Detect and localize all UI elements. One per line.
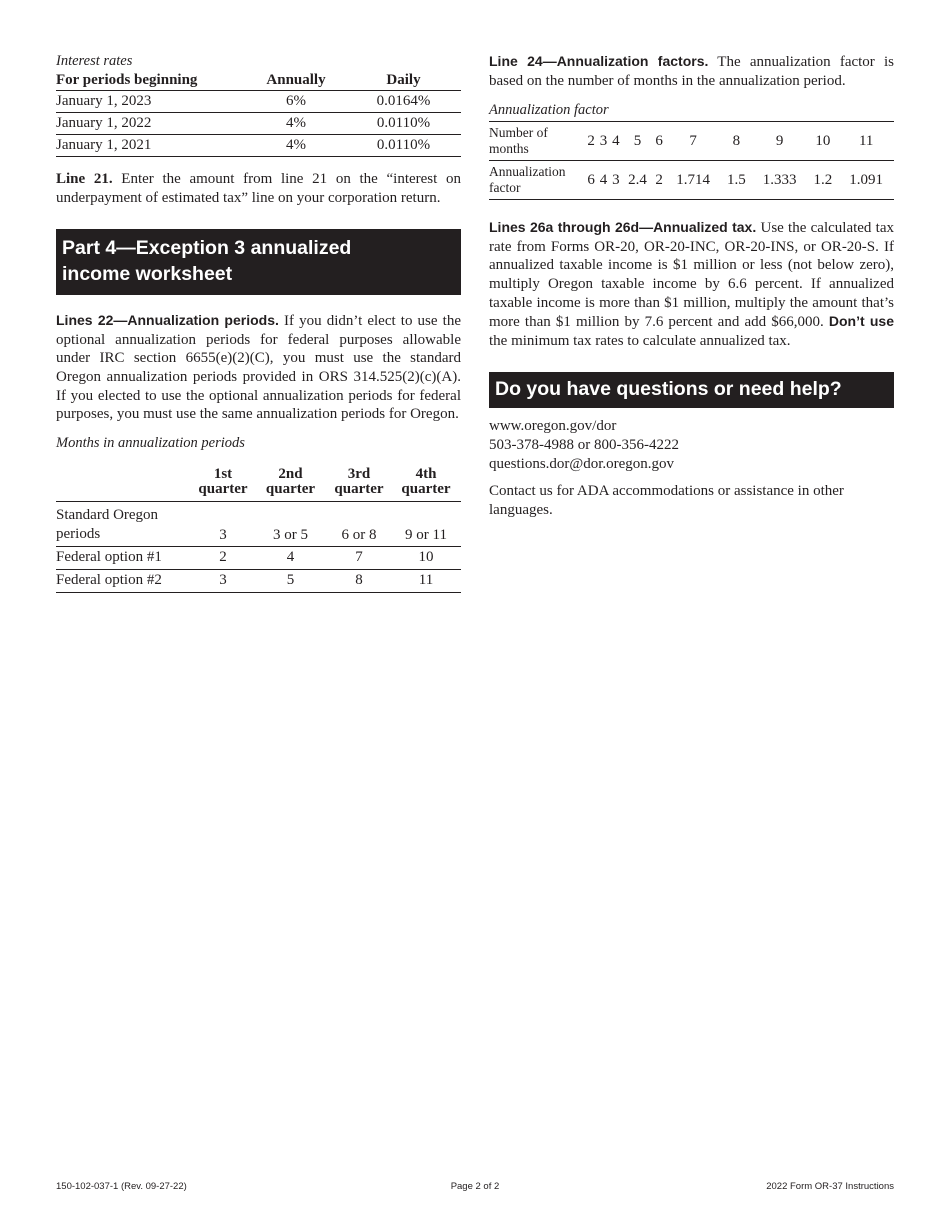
factor-cell: 6 (585, 161, 597, 200)
q4-bottom: quarter (401, 481, 451, 498)
row-label-line2: periods (56, 525, 101, 542)
row-label-factor (489, 161, 585, 200)
cell-period: January 1, 2023 (56, 91, 246, 113)
factor-cell: 1.2 (807, 161, 838, 200)
q4-top: 4th (415, 465, 437, 482)
ada-paragraph: Contact us for ADA accommodations or assistance in other languages. (489, 483, 844, 518)
cell-annually: 4% (246, 113, 346, 135)
right-column (489, 52, 894, 519)
contact-block (489, 417, 894, 473)
q1-bottom: quarter (198, 481, 248, 498)
line26-label: Lines 26a through 26d—Annualized tax. (489, 219, 757, 236)
row-label-line1: Standard Oregon (56, 506, 159, 523)
months-cell: 6 (653, 122, 665, 161)
col-header-q3 (327, 464, 391, 502)
row-label: Federal option #1 (56, 546, 192, 569)
col-header-q2 (254, 464, 327, 502)
row-label (56, 501, 192, 546)
months-row (489, 122, 894, 161)
q2-top: 2nd (278, 465, 303, 482)
table-header-row (56, 70, 461, 91)
line21-text: Enter the amount from line 21 on the “interest on underpayment of estimated tax” line on your corporation return. (56, 171, 461, 206)
q2-bottom: quarter (265, 481, 316, 498)
factor-cell: 2.4 (622, 161, 653, 200)
line24-text: The annualization factor is based on the number of months in the annualization period. (489, 54, 894, 89)
cell-q2: 4 (254, 546, 327, 569)
months-cell: 5 (622, 122, 653, 161)
row-label-line2: months (489, 141, 529, 157)
cell-q1: 3 (192, 569, 254, 592)
col-header-annually: Annually (246, 70, 346, 91)
cell-q3: 8 (327, 569, 391, 592)
col-header-q4 (391, 464, 461, 502)
table-header-row (56, 464, 461, 502)
cell-daily: 0.0110% (346, 113, 461, 135)
months-cell: 10 (807, 122, 838, 161)
table-row (56, 569, 461, 592)
factor-cell: 1.5 (721, 161, 752, 200)
table-row (56, 546, 461, 569)
factor-cell: 2 (653, 161, 665, 200)
factor-caption: Annualization factor (489, 102, 609, 119)
left-column (56, 52, 461, 593)
factor-cell: 3 (610, 161, 622, 200)
row-label-months (489, 122, 585, 161)
q3-bottom: quarter (334, 481, 384, 498)
annualization-factor-table (489, 121, 894, 200)
factor-cell: 1.714 (665, 161, 721, 200)
cell-q2: 5 (254, 569, 327, 592)
cell-period: January 1, 2022 (56, 113, 246, 135)
months-cell: 2 (585, 122, 597, 161)
footer-form-title: 2022 Form OR-37 Instructions (766, 1181, 894, 1192)
months-cell: 3 (597, 122, 609, 161)
footer-page-number: Page 2 of 2 (450, 1181, 500, 1192)
line26-paragraph (489, 218, 894, 350)
part4-heading-line2: income worksheet (62, 262, 233, 285)
col-header-empty (56, 464, 192, 502)
table-row (56, 91, 461, 113)
phone-numbers: 503-378-4988 or 800-356-4222 (489, 436, 679, 453)
line24-label: Line 24—Annualization factors. (489, 53, 709, 69)
table-row (56, 113, 461, 135)
cell-q4: 11 (391, 569, 461, 592)
row-label-line1: Annualization (489, 164, 566, 180)
cell-q4: 9 or 11 (391, 501, 461, 546)
line24-paragraph (489, 52, 894, 90)
cell-daily: 0.0110% (346, 135, 461, 157)
line22-paragraph (56, 311, 461, 424)
months-cell: 9 (752, 122, 808, 161)
cell-q3: 7 (327, 546, 391, 569)
interest-rates-table (56, 70, 461, 157)
factor-cell: 1.333 (752, 161, 808, 200)
line26-text2: the minimum tax rates to calculate annualized tax. (489, 332, 791, 349)
line26-text1: Use the calculated tax rate from Forms OR-20, OR-20-INC, OR-20-INS, or OR-20-S. If annualized taxable income is $1 million or less (not below zero), multiply Oregon taxable income by 6.6 percent. If annualized taxable income is more than $1 million, multiply the amount that’s more than $1 million by 7.6 percent and add $66,000. (489, 220, 894, 331)
months-cell: 4 (610, 122, 622, 161)
cell-q2: 3 or 5 (254, 501, 327, 546)
months-caption: Months in annualization periods (56, 434, 245, 451)
website-link[interactable]: www.oregon.gov/dor (489, 418, 617, 435)
cell-q1: 2 (192, 546, 254, 569)
months-table (56, 464, 461, 593)
factor-cell: 4 (597, 161, 609, 200)
footer-form-number: 150-102-037-1 (Rev. 09-27-22) (56, 1181, 187, 1192)
col-header-period: For periods beginning (56, 70, 246, 91)
cell-q1: 3 (192, 501, 254, 546)
line22-text: If you didn’t elect to use the optional annualization periods for federal purposes allowable under IRC section 6655(e)(2)(C), you must use the standard Oregon annualization periods provided in ORS 314.525(2)(c)(A). If you elected to use the optional annualization periods for federal purposes, you must use the same annualization periods for Oregon. (56, 313, 461, 423)
cell-annually: 6% (246, 91, 346, 113)
factors-row (489, 161, 894, 200)
table-row (56, 501, 461, 546)
cell-annually: 4% (246, 135, 346, 157)
col-header-q1 (192, 464, 254, 502)
months-cell: 7 (665, 122, 721, 161)
help-heading: Do you have questions or need help? (489, 372, 894, 408)
row-label: Federal option #2 (56, 569, 192, 592)
interest-rates-caption: Interest rates (56, 53, 133, 69)
factor-cell: 1.091 (838, 161, 894, 200)
line21-label: Line 21. (56, 171, 113, 187)
row-label-line1: Number of (489, 125, 548, 141)
months-cell: 8 (721, 122, 752, 161)
months-cell: 11 (838, 122, 894, 161)
table-row (56, 135, 461, 157)
line26-bold: Don’t use (828, 313, 895, 330)
row-label-line2: factor (489, 180, 521, 196)
cell-q3: 6 or 8 (327, 501, 391, 546)
part4-heading (56, 229, 461, 295)
line21-paragraph (56, 170, 461, 207)
cell-period: January 1, 2021 (56, 135, 246, 157)
email-link[interactable]: questions.dor@dor.oregon.gov (489, 455, 675, 472)
part4-heading-line1: Part 4—Exception 3 annualized (62, 237, 352, 260)
cell-daily: 0.0164% (346, 91, 461, 113)
cell-q4: 10 (391, 546, 461, 569)
q1-top: 1st (213, 465, 233, 482)
col-header-daily: Daily (346, 70, 461, 91)
line22-label: Lines 22—Annualization periods. (56, 312, 279, 329)
q3-top: 3rd (347, 465, 371, 482)
